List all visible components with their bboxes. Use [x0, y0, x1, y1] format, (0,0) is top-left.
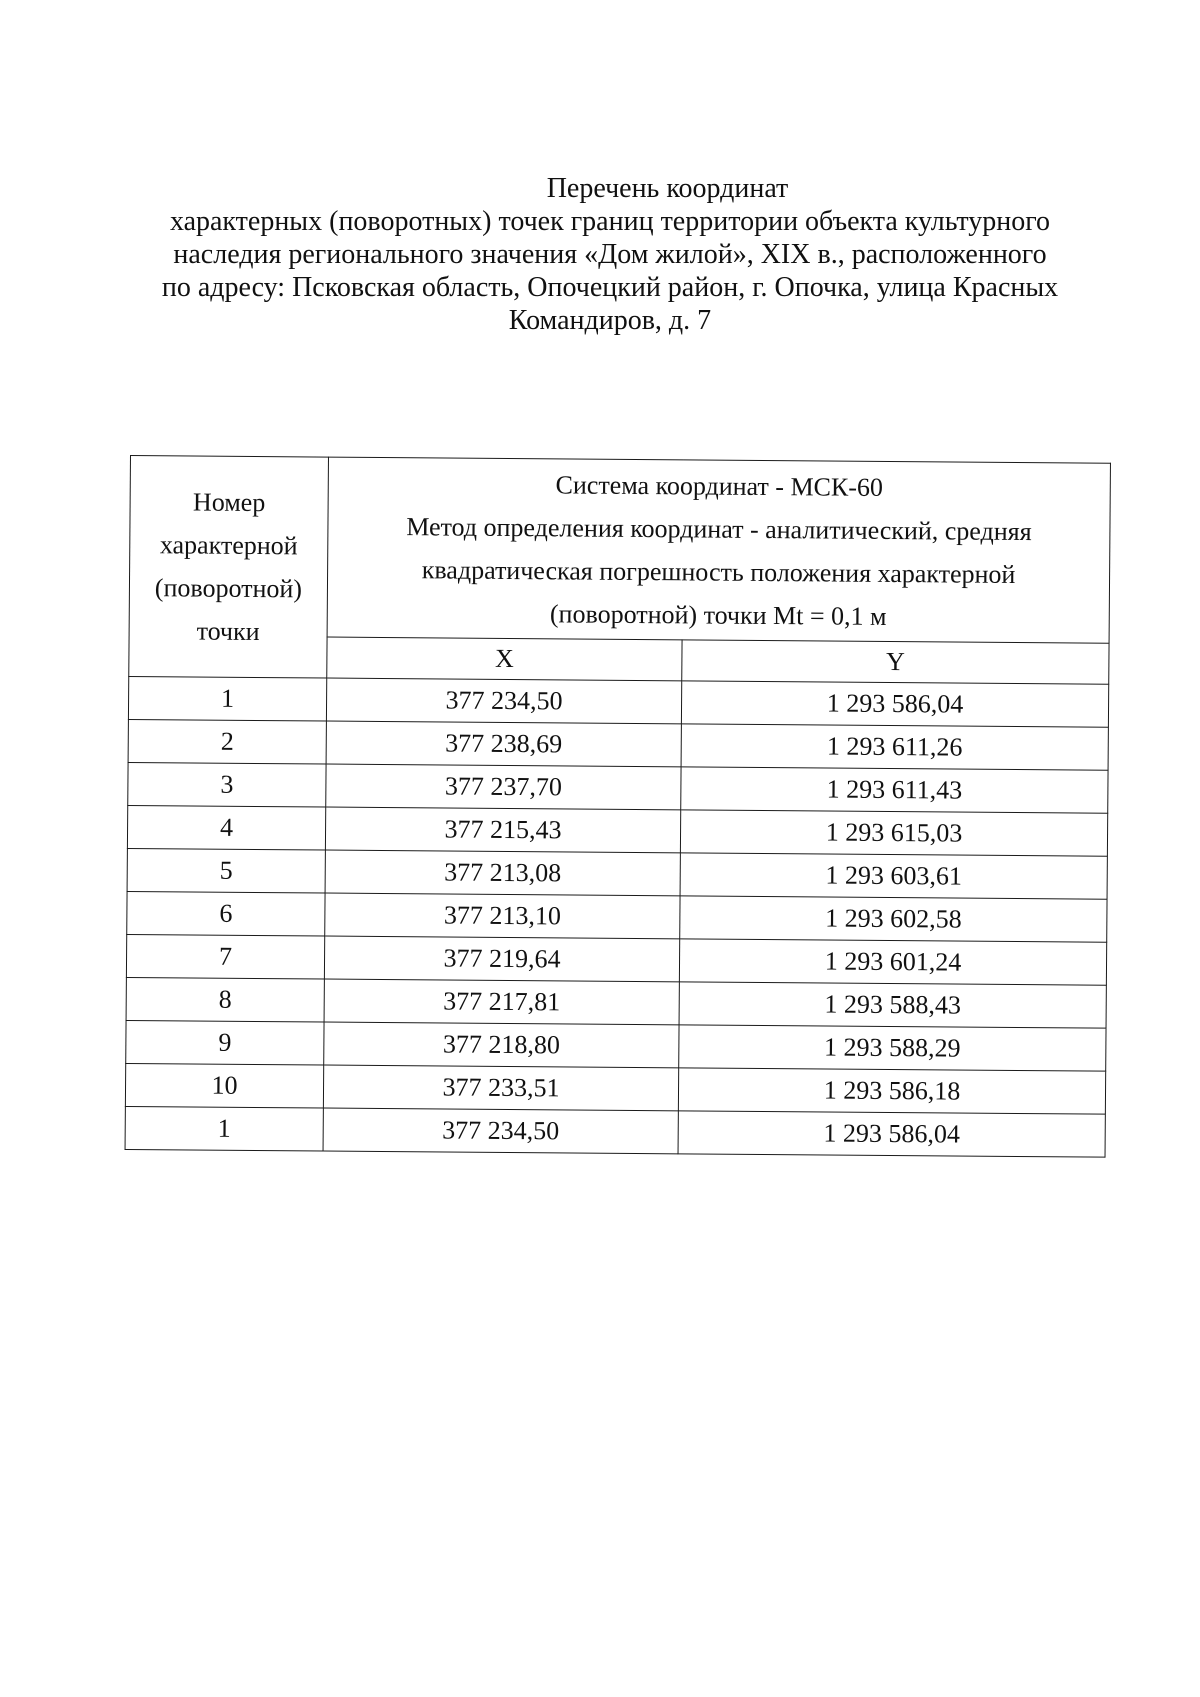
table-row — [126, 934, 1106, 985]
y-coordinate-cell: 1 293 588,43 — [679, 982, 1106, 1028]
point-number-cell: 5 — [127, 848, 325, 893]
x-coordinate-cell: 377 234,50 — [323, 1108, 678, 1154]
table-row — [125, 1106, 1105, 1157]
x-coordinate-cell: 377 213,08 — [325, 850, 680, 896]
point-number-cell: 8 — [126, 977, 324, 1022]
point-header-line: точки — [196, 616, 260, 647]
system-header-line: Система координат - МСК-60 — [555, 469, 884, 502]
table-row — [127, 891, 1107, 942]
coordinates-table-body — [125, 676, 1109, 1157]
table-row — [125, 1063, 1105, 1114]
x-coordinate-cell: 377 237,70 — [326, 764, 681, 810]
point-number-cell: 1 — [128, 676, 326, 721]
y-coordinate-cell: 1 293 601,24 — [679, 939, 1106, 985]
y-coordinate-cell: 1 293 586,04 — [678, 1111, 1105, 1157]
x-coordinate-cell: 377 218,80 — [324, 1022, 679, 1068]
y-coordinate-cell: 1 293 602,58 — [680, 896, 1107, 942]
y-coordinate-cell: 1 293 588,29 — [679, 1025, 1106, 1071]
table-row — [127, 805, 1107, 856]
coordinate-system-header — [327, 457, 1110, 643]
heading-line: характерных (поворотных) точек границ территории объекта культурного — [169, 206, 1051, 237]
y-coordinate-cell: 1 293 586,18 — [678, 1068, 1105, 1114]
system-header-line: (поворотной) точки Mt = 0,1 м — [549, 598, 887, 631]
point-number-cell: 3 — [128, 762, 326, 807]
heading-line: Командиров, д. 7 — [508, 305, 712, 336]
x-coordinate-cell: 377 215,43 — [325, 807, 680, 853]
heading-line: Перечень координат — [546, 173, 789, 204]
y-coordinate-cell: 1 293 586,04 — [681, 681, 1108, 727]
point-header-line: Номер — [192, 487, 266, 518]
x-coordinate-cell: 377 234,50 — [326, 678, 681, 724]
point-number-cell: 7 — [126, 934, 324, 979]
point-number-cell: 4 — [127, 805, 325, 850]
system-header-line: Метод определения координат - аналитический, средняя — [406, 511, 1032, 546]
point-header-line: (поворотной) — [154, 573, 303, 604]
y-coordinate-cell: 1 293 611,26 — [681, 724, 1108, 770]
x-coordinate-cell: 377 219,64 — [324, 936, 679, 982]
system-header-line: квадратическая погрешность положения характерной — [421, 554, 1016, 589]
table-row — [126, 977, 1106, 1028]
table-row — [128, 762, 1108, 813]
x-coordinate-cell: 377 217,81 — [324, 979, 679, 1025]
x-coordinate-cell: 377 213,10 — [325, 893, 680, 939]
point-header-line: характерной — [159, 530, 298, 561]
y-column-header: Y — [682, 640, 1109, 684]
table-row — [128, 676, 1108, 727]
y-coordinate-cell: 1 293 615,03 — [680, 810, 1107, 856]
x-column-header: X — [327, 637, 682, 681]
heading-line: по адресу: Псковская область, Опочецкий район, г. Опочка, улица Красных — [161, 272, 1059, 303]
point-number-cell: 1 — [125, 1106, 323, 1151]
table-row — [126, 1020, 1106, 1071]
y-coordinate-cell: 1 293 603,61 — [680, 853, 1107, 899]
document-heading — [150, 172, 1070, 337]
x-coordinate-cell: 377 233,51 — [323, 1065, 678, 1111]
x-coordinate-cell: 377 238,69 — [326, 721, 681, 767]
heading-line: наследия регионального значения «Дом жилой», XIX в., расположенного — [173, 239, 1047, 270]
coordinates-table-wrapper — [125, 455, 1110, 1158]
table-row — [127, 848, 1107, 899]
point-number-cell: 2 — [128, 719, 326, 764]
point-number-cell: 9 — [126, 1020, 324, 1065]
y-coordinate-cell: 1 293 611,43 — [681, 767, 1108, 813]
coordinates-table — [125, 455, 1111, 1158]
point-number-cell: 6 — [127, 891, 325, 936]
point-number-header — [129, 456, 329, 679]
point-number-cell: 10 — [125, 1063, 323, 1108]
table-row — [128, 719, 1108, 770]
